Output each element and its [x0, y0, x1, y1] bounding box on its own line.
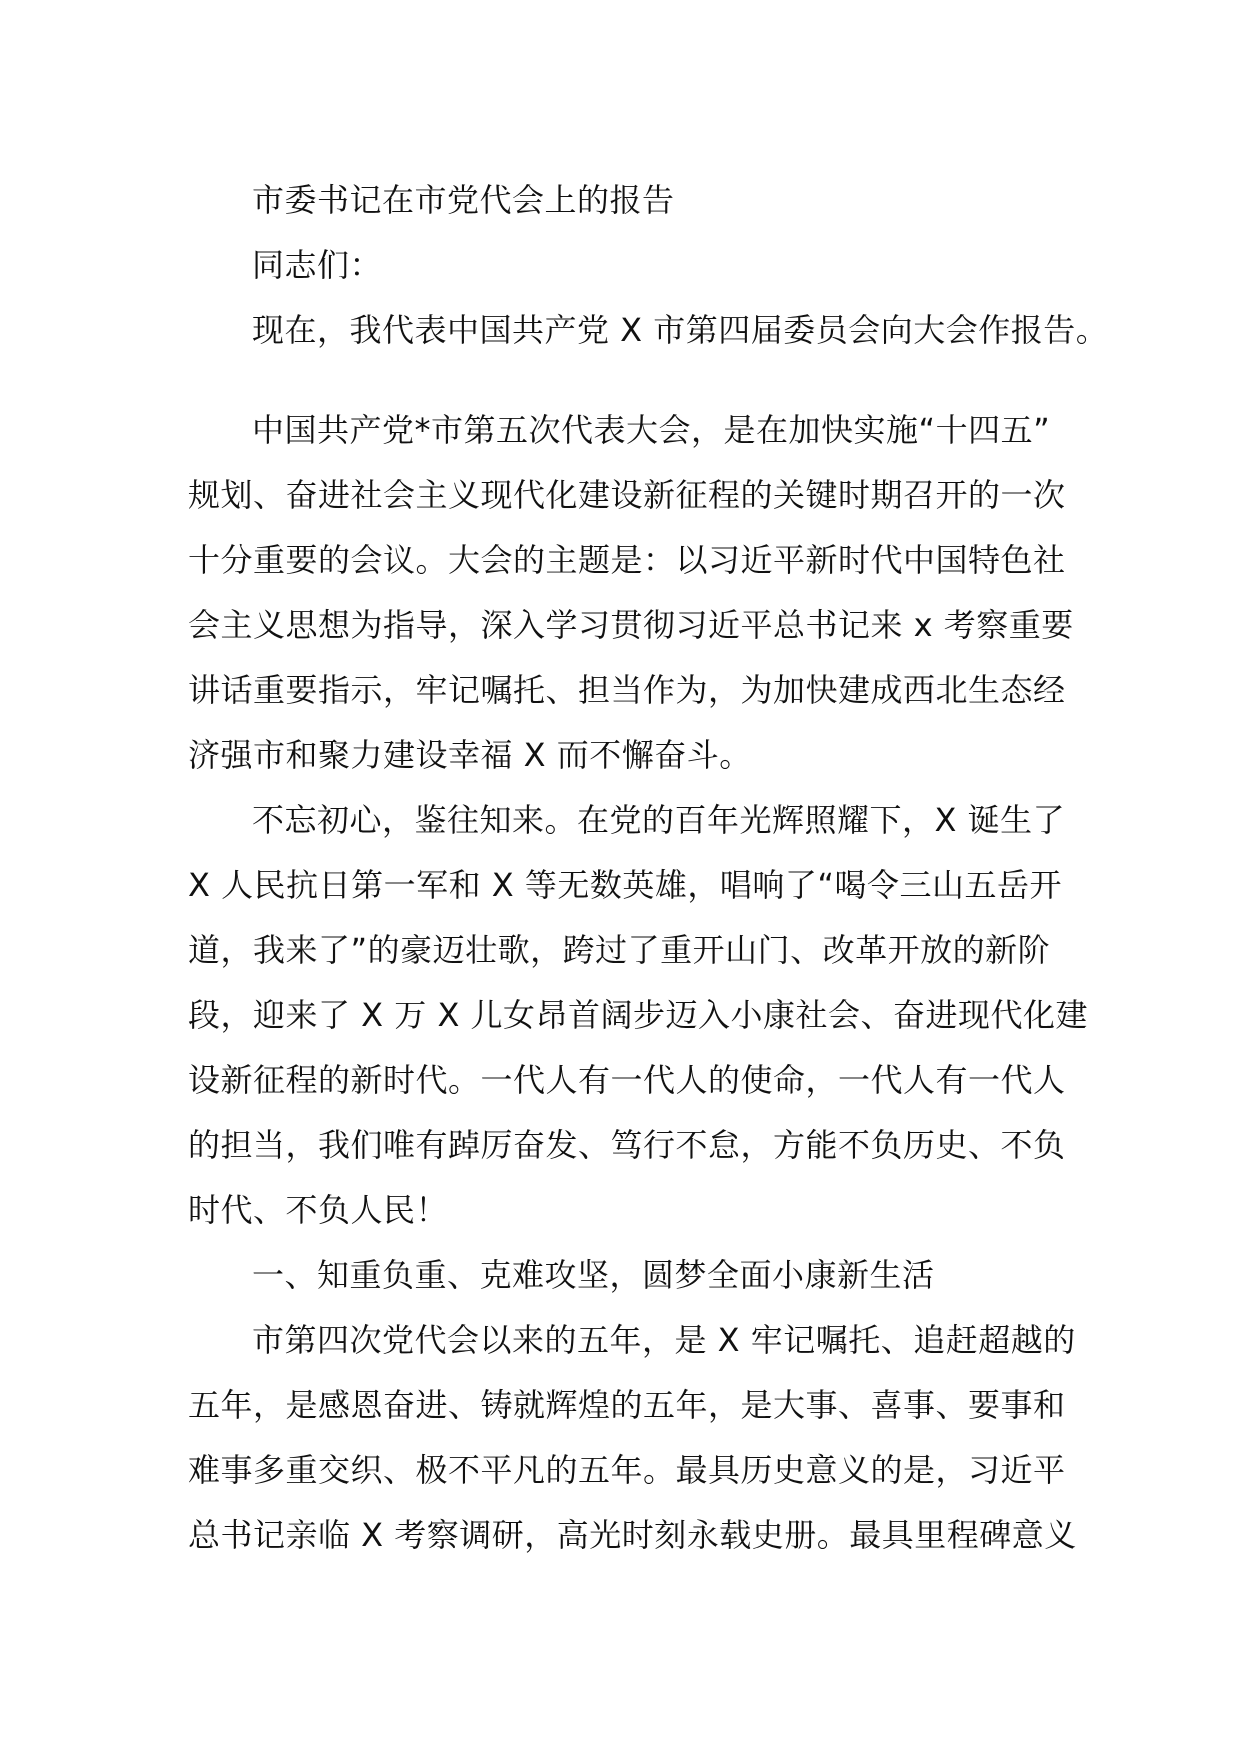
paragraph-line: 规划、奋进社会主义现代化建设新征程的关键时期召开的一次	[188, 476, 1066, 514]
paragraph-line: 总书记亲临 X 考察调研，高光时刻永载史册。最具里程碑意义	[188, 1516, 1077, 1554]
document-title: 市委书记在市党代会上的报告	[252, 181, 675, 219]
paragraph-line: 中国共产党*市第五次代表大会，是在加快实施“十四五”	[252, 411, 1051, 449]
paragraph-line: 济强市和聚力建设幸福 X 而不懈奋斗。	[188, 736, 752, 774]
opening-sentence: 现在，我代表中国共产党 X 市第四届委员会向大会作报告。	[252, 311, 1109, 349]
section-heading: 一、知重负重、克难攻坚，圆梦全面小康新生活	[252, 1256, 935, 1294]
paragraph-line: 段，迎来了 X 万 X 儿女昂首阔步迈入小康社会、奋进现代化建	[188, 996, 1089, 1034]
salutation: 同志们：	[252, 246, 383, 284]
paragraph-line: 十分重要的会议。大会的主题是：以习近平新时代中国特色社	[188, 541, 1066, 579]
paragraph-line: 时代、不负人民！	[188, 1191, 449, 1229]
paragraph-line: 讲话重要指示，牢记嘱托、担当作为，为加快建成西北生态经	[188, 671, 1066, 709]
paragraph-spacer	[188, 363, 1058, 398]
paragraph-line: X 人民抗日第一军和 X 等无数英雄，唱响了“喝令三山五岳开	[188, 866, 1062, 904]
paragraph-line: 的担当，我们唯有踔厉奋发、笃行不怠，方能不负历史、不负	[188, 1126, 1066, 1164]
paragraph-line: 市第四次党代会以来的五年，是 X 牢记嘱托、追赶超越的	[252, 1321, 1076, 1359]
document-page	[188, 168, 1109, 1568]
paragraph-line: 五年，是感恩奋进、铸就辉煌的五年，是大事、喜事、要事和	[188, 1386, 1066, 1424]
paragraph-congress-theme	[188, 398, 1074, 788]
paragraph-line: 不忘初心，鉴往知来。在党的百年光辉照耀下，X 诞生了	[252, 801, 1066, 839]
paragraph-history	[188, 788, 1089, 1243]
paragraph-line: 设新征程的新时代。一代人有一代人的使命，一代人有一代人	[188, 1061, 1066, 1099]
paragraph-line: 难事多重交织、极不平凡的五年。最具历史意义的是，习近平	[188, 1451, 1066, 1489]
paragraph-line: 会主义思想为指导，深入学习贯彻习近平总书记来 x 考察重要	[188, 606, 1074, 644]
paragraph-five-years	[188, 1308, 1077, 1568]
paragraph-line: 道，我来了”的豪迈壮歌，跨过了重开山门、改革开放的新阶	[188, 931, 1051, 969]
